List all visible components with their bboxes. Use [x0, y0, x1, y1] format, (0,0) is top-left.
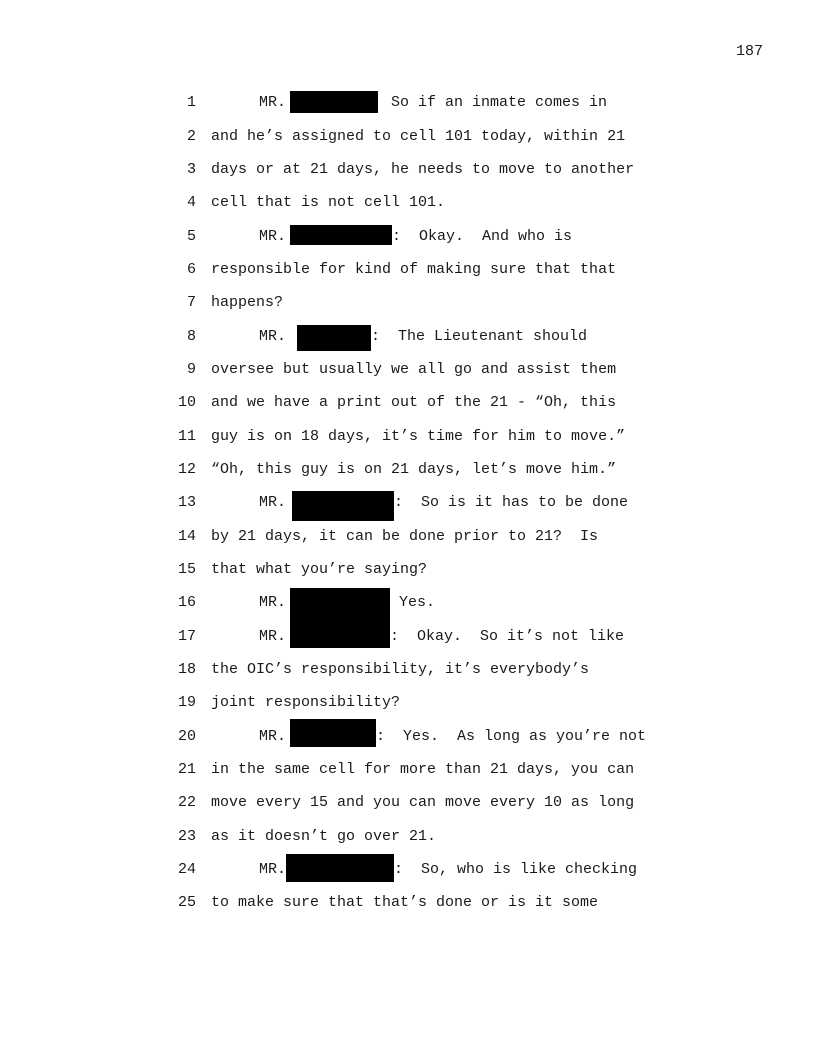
transcript-line — [0, 458, 816, 482]
line-text: happens? — [211, 294, 284, 311]
transcript-line — [0, 325, 816, 349]
speaker-line — [259, 325, 587, 351]
transcript-line — [0, 891, 816, 915]
line-number: 18 — [177, 661, 196, 678]
speaker-label: MR. — [259, 228, 287, 245]
line-text: responsible for kind of making sure that that — [211, 261, 617, 278]
redaction-block — [290, 225, 392, 245]
line-number: 11 — [177, 428, 196, 445]
redaction-block — [292, 491, 394, 521]
redaction-block — [290, 719, 376, 747]
speaker-label: MR. — [259, 94, 287, 111]
speaker-label: MR. — [259, 594, 287, 611]
page-number: 187 — [735, 43, 763, 60]
line-number: 14 — [177, 528, 196, 545]
speaker-label: MR. — [259, 728, 287, 745]
transcript-line — [0, 91, 816, 115]
line-number: 9 — [186, 361, 196, 378]
line-number: 10 — [177, 394, 196, 411]
transcript-line — [0, 591, 816, 615]
transcript-line — [0, 858, 816, 882]
line-text: guy is on 18 days, it’s time for him to move.” — [211, 428, 626, 445]
line-number: 16 — [177, 594, 196, 611]
line-text: : So, who is like checking — [394, 861, 638, 878]
line-text: by 21 days, it can be done prior to 21? Is — [211, 528, 599, 545]
redaction-block — [290, 91, 378, 113]
redaction-block — [286, 854, 394, 882]
line-text: joint responsibility? — [211, 694, 401, 711]
line-number: 19 — [177, 694, 196, 711]
speaker-line — [259, 225, 572, 249]
transcript-line — [0, 725, 816, 749]
line-text: in the same cell for more than 21 days, you can — [211, 761, 635, 778]
transcript-line — [0, 258, 816, 282]
line-number: 23 — [177, 828, 196, 845]
redaction-block — [297, 325, 371, 351]
transcript-line — [0, 491, 816, 515]
line-number: 12 — [177, 461, 196, 478]
speaker-line — [259, 625, 624, 649]
speaker-line — [259, 858, 637, 882]
transcript-line — [0, 758, 816, 782]
speaker-line — [259, 725, 646, 749]
line-number: 4 — [186, 194, 196, 211]
line-text: : The Lieutenant should — [371, 328, 588, 345]
line-number: 5 — [186, 228, 196, 245]
line-number: 20 — [177, 728, 196, 745]
line-number: 17 — [177, 628, 196, 645]
speaker-label: MR. — [259, 861, 287, 878]
speaker-line — [259, 91, 607, 115]
line-text: Yes. — [390, 594, 436, 611]
line-text: move every 15 and you can move every 10 as long — [211, 794, 635, 811]
transcript-line — [0, 358, 816, 382]
line-text: that what you’re saying? — [211, 561, 428, 578]
line-text: the OIC’s responsibility, it’s everybody’s — [211, 661, 590, 678]
line-number: 7 — [186, 294, 196, 311]
transcript-line — [0, 291, 816, 315]
line-text: days or at 21 days, he needs to move to another — [211, 161, 635, 178]
transcript-line — [0, 625, 816, 649]
transcript-line — [0, 191, 816, 215]
line-text: : Yes. As long as you’re not — [376, 728, 647, 745]
line-text: to make sure that that’s done or is it some — [211, 894, 599, 911]
transcript-line — [0, 825, 816, 849]
line-number: 8 — [186, 328, 196, 345]
line-number: 15 — [177, 561, 196, 578]
line-text: and we have a print out of the 21 - “Oh, this — [211, 394, 617, 411]
line-text: : Okay. And who is — [392, 228, 573, 245]
line-text: : Okay. So it’s not like — [390, 628, 625, 645]
transcript-line — [0, 158, 816, 182]
speaker-label: MR. — [259, 628, 287, 645]
line-text: “Oh, this guy is on 21 days, let’s move him.” — [211, 461, 617, 478]
line-number: 13 — [177, 494, 196, 511]
line-text: cell that is not cell 101. — [211, 194, 446, 211]
line-number: 6 — [186, 261, 196, 278]
line-number: 22 — [177, 794, 196, 811]
line-text: : So is it has to be done — [394, 494, 629, 511]
speaker-line — [259, 491, 628, 521]
line-text: oversee but usually we all go and assist them — [211, 361, 617, 378]
transcript-line — [0, 658, 816, 682]
line-text: and he’s assigned to cell 101 today, within 21 — [211, 128, 626, 145]
transcript-line — [0, 391, 816, 415]
speaker-label: MR. — [259, 328, 287, 345]
line-number: 1 — [186, 94, 196, 111]
line-number: 21 — [177, 761, 196, 778]
transcript-line — [0, 558, 816, 582]
line-text: So if an inmate comes in — [382, 94, 608, 111]
transcript-line — [0, 691, 816, 715]
speaker-label: MR. — [259, 494, 287, 511]
transcript-line — [0, 125, 816, 149]
line-text: as it doesn’t go over 21. — [211, 828, 437, 845]
transcript-line — [0, 225, 816, 249]
line-number: 25 — [177, 894, 196, 911]
line-number: 24 — [177, 861, 196, 878]
transcript-line — [0, 425, 816, 449]
transcript-line — [0, 525, 816, 549]
line-number: 2 — [186, 128, 196, 145]
transcript-line — [0, 791, 816, 815]
line-number: 3 — [186, 161, 196, 178]
